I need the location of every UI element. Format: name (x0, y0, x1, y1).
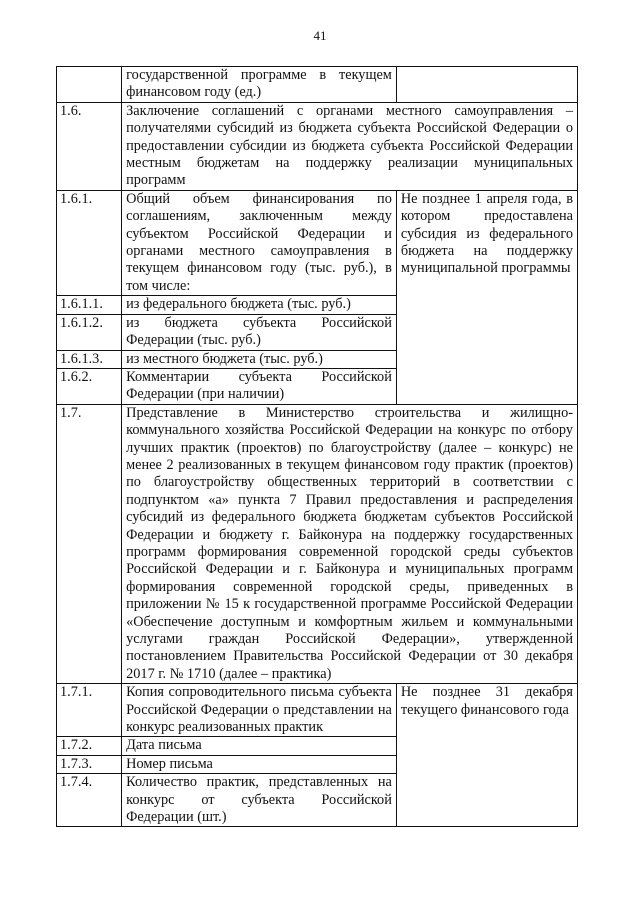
row-text: Общий объем финансирования по соглашениям, заключенным между субъектом Российской Федерации и органами местного самоуправления в текущем финансовом году (тыс. руб.), в том числе: (122, 190, 397, 295)
row-number: 1.7.1. (57, 684, 122, 737)
row-number: 1.6.1. (57, 190, 122, 295)
row-text: из местного бюджета (тыс. руб.) (122, 350, 397, 368)
row-term (396, 67, 577, 103)
row-number: 1.6.1.2. (57, 314, 122, 350)
row-number: 1.7. (57, 404, 122, 684)
row-text: из федерального бюджета (тыс. руб.) (122, 296, 397, 314)
row-term: Не позднее 31 декабря текущего финансового года (396, 684, 577, 827)
row-text: Заключение соглашений с органами местного самоуправления – получателями субсидий из бюджета субъекта Российской Федерации о предоставлении субсидии из бюджета субъекта Российской Федерации местным бюджетам на поддержку реализации муниципальных программ (122, 102, 578, 190)
row-text: Дата письма (122, 737, 397, 755)
row-text: государственной программе в текущем финансовом году (ед.) (122, 67, 397, 103)
row-text: из бюджета субъекта Российской Федерации (тыс. руб.) (122, 314, 397, 350)
row-text: Номер письма (122, 755, 397, 773)
row-number: 1.6.1.3. (57, 350, 122, 368)
table-row (57, 190, 578, 295)
table-row (57, 684, 578, 737)
row-number: 1.6.1.1. (57, 296, 122, 314)
row-text: Копия сопроводительного письма субъекта Российской Федерации о представлении на конкурс реализованных практик (122, 684, 397, 737)
row-number: 1.7.2. (57, 737, 122, 755)
row-number: 1.7.4. (57, 774, 122, 827)
row-term: Не позднее 1 апреля года, в котором предоставлена субсидия из федерального бюджета на поддержку муниципальной программы (396, 190, 577, 404)
table-row (57, 102, 578, 190)
page-number: 41 (313, 28, 327, 43)
row-number (57, 67, 122, 103)
row-number: 1.6.2. (57, 368, 122, 404)
row-text: Количество практик, представленных на конкурс от субъекта Российской Федерации (шт.) (122, 774, 397, 827)
table-row (57, 67, 578, 103)
row-number: 1.7.3. (57, 755, 122, 773)
row-number: 1.6. (57, 102, 122, 190)
row-text: Представление в Министерство строительства и жилищно-коммунального хозяйства Российской Федерации на конкурс по отбору лучших практик (проектов) по благоустройству (далее – конкурс) не менее 2 реализованных в текущем финансовом году практик (проектов) по благоустройству общественных территорий в соответствии с подпунктом «а» пункта 7 Правил предоставления и распределения субсидий из федерального бюджета бюджетам субъектов Российской Федерации и бюджету г. Байконура на поддержку государственных программ формирования современной городской среды субъектов Российской Федерации и г. Байконура и муниципальных программ формирования современной городской среды, приведенных в приложении № 15 к государственной программе Российской Федерации «Обеспечение доступным и комфортным жильем и коммунальными услугами граждан Российской Федерации», утвержденной постановлением Правительства Российской Федерации от 30 декабря 2017 г. № 1710 (далее – практика) (122, 404, 578, 684)
row-text: Комментарии субъекта Российской Федерации (при наличии) (122, 368, 397, 404)
table-row (57, 404, 578, 684)
requirements-table (56, 66, 578, 827)
